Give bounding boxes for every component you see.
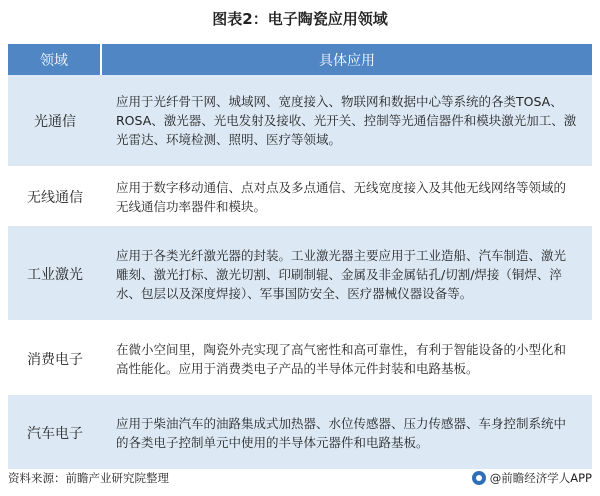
row-field: 汽车电子 (27, 426, 83, 442)
qianzhan-logo-icon (472, 471, 486, 485)
brand-credit (472, 470, 592, 486)
brand-label: @前瞻经济学人APP (489, 471, 592, 485)
row-field: 消费电子 (27, 351, 83, 368)
table-row (8, 75, 592, 168)
page-title: 图表2：电子陶瓷应用领域 (212, 10, 388, 28)
table-row (8, 168, 592, 228)
row-field: 无线通信 (27, 190, 83, 206)
row-application: 在微小空间里，陶瓷外壳实现了高气密性和高可靠性，有利于智能设备的小型化和高性能化。应用于消费类电子产品的半导体元件封装和电路基板。 (116, 341, 567, 376)
row-application: 应用于柴油汽车的油路集成式加热器、水位传感器、压力传感器、车身控制系统中的各类电子控制单元中使用的半导体元器件和电路基板。 (116, 416, 567, 450)
row-field: 工业激光 (27, 267, 83, 283)
table-header (8, 44, 592, 75)
row-application: 应用于数字移动通信、点对点及多点通信、无线宽度接入及其他无线网络等领域的无线通信功率器件和模块。 (116, 180, 567, 214)
table-row (8, 397, 592, 471)
application-table (8, 44, 592, 471)
row-field: 光通信 (34, 113, 76, 130)
table-row (8, 322, 592, 397)
row-application: 应用于各类光纤激光器的封装。工业激光器主要应用于工业造船、汽车制造、激光雕刻、激光打标、激光切割、印刷制辊、金属及非金属钻孔/切割/焊接（铜焊、淬水、包层以及深度焊接）、军事国防安全、医疗器械仪器设备等。 (116, 247, 567, 301)
row-application: 应用于光纤骨干网、城域网、宽度接入、物联网和数据中心等系统的各类TOSA、ROSA、激光器、光电发射及接收、光开关、控制等光通信器件和模块激光加工、激光雷达、环境检测、照明、医疗等领域。 (116, 94, 577, 147)
table-row (8, 228, 592, 322)
source-note: 资料来源：前瞻产业研究院整理 (8, 471, 169, 485)
header-application: 具体应用 (319, 52, 375, 69)
header-field: 领域 (8, 44, 102, 75)
